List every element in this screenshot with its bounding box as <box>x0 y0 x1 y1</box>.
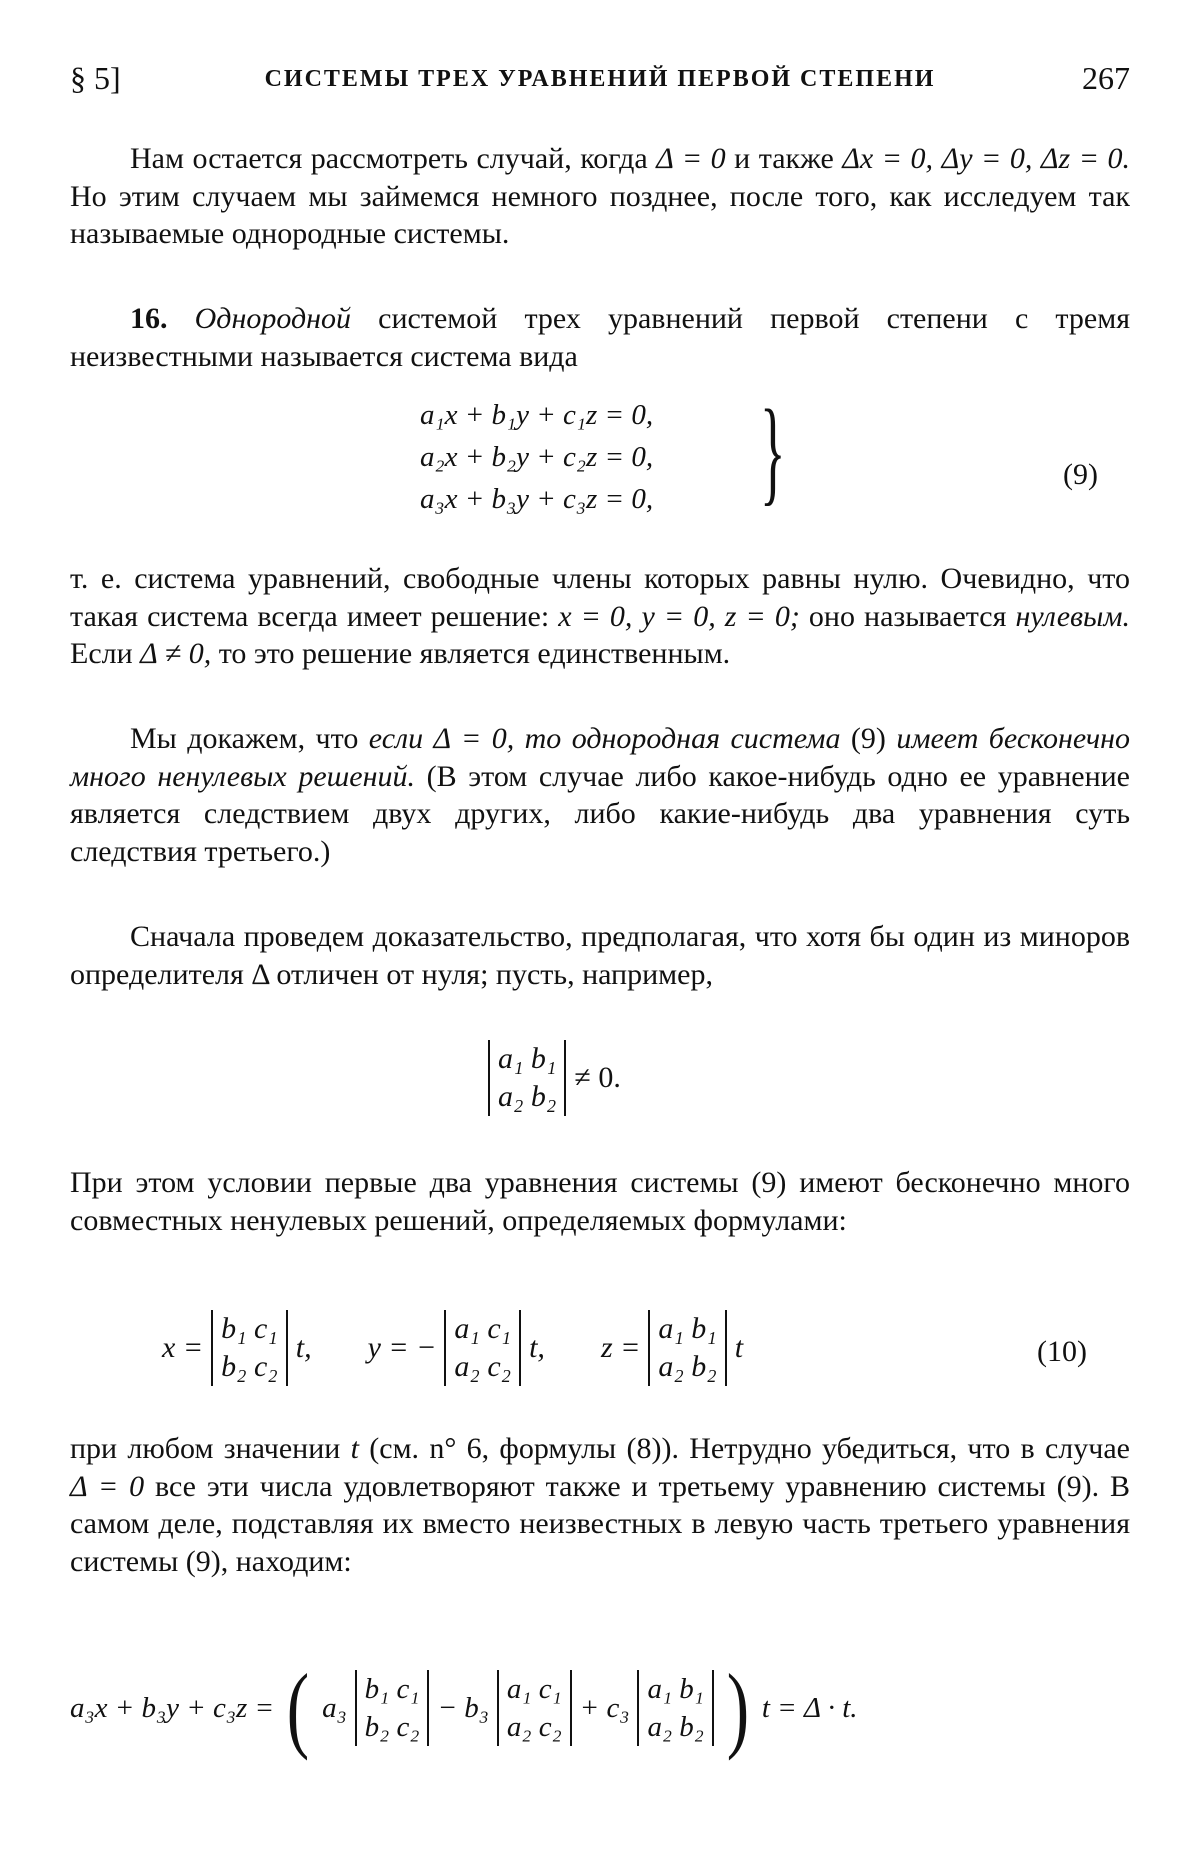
determinant: a₁ b₁ a₂ b₂ <box>488 1040 566 1116</box>
formula-10: x = b₁ c₁ b₂ c₂ t, y = − a₁ c₁ a₂ c₂ t, z = a₁ b₁ a₂ b₂ t <box>162 1310 743 1386</box>
item-number: 16. <box>130 302 168 335</box>
paragraph-1: Нам остается рассмотреть случай, когда Δ = 0 и также Δx = 0, Δy = 0, Δz = 0. Но этим случаем мы займемся немного позднее, после того, как исследуем так называемые однородные системы. <box>70 142 1130 250</box>
minor-determinant: a₁ b₁ a₂ b₂ ≠ 0. <box>488 1040 621 1116</box>
term-zero: нулевым. <box>1015 599 1130 633</box>
determinant: a₁ c₁ a₂ c₂ <box>444 1310 521 1386</box>
math-delta-xyz: Δx = 0, Δy = 0, Δz = 0. <box>842 142 1130 175</box>
math-delta-zero: Δ = 0 <box>656 142 726 175</box>
term-homogeneous: Однородной <box>167 302 352 335</box>
paragraph-3: т. е. система уравнений, свободные члены которых равны нулю. Очевидно, что такая система всегда имеет решение: x = 0, y = 0, z = 0; оно называется нулевым. Если Δ ≠ 0, то это решение является единственным. <box>70 562 1130 670</box>
equation-line: a₃x + b₃y + c₃z = 0, <box>420 483 654 515</box>
determinant: b₁ c₁ b₂ c₂ <box>355 1670 430 1746</box>
equation-line: a₁x + b₁y + c₁z = 0, <box>420 399 654 431</box>
paragraph-4: Мы докажем, что если Δ = 0, то однородная система (9) имеет бесконечно много ненулевых решений. (В этом случае либо какое-нибудь одно ее уравнение является следствием двух других, либо какие-нибудь два уравнения суть следствия третьего.) <box>70 722 1131 868</box>
right-brace: } <box>760 385 786 516</box>
paragraph-5: Сначала проведем доказательство, предполагая, что хотя бы один из миноров определителя Δ отличен от нуля; пусть, например, <box>70 920 1130 991</box>
final-formula: a₃x + b₃y + c₃z = ( a₃ b₁ c₁ b₂ c₂ − b₃ a₁ c₁ a₂ c₂ + c₃ a₁ b₁ a₂ b₂ ) t = Δ · t. <box>70 1654 858 1761</box>
determinant: a₁ b₁ a₂ b₂ <box>648 1310 726 1386</box>
running-header <box>70 60 1130 104</box>
equation-number-9: (9) <box>1063 458 1098 491</box>
paragraph-6: При этом условии первые два уравнения системы (9) имеют бесконечно много совместных ненулевых решений, определяемых формулами: <box>70 1166 1130 1237</box>
paragraph-2: 16. Однородной системой трех уравнений первой степени с тремя неизвестными называется система вида <box>70 302 1131 373</box>
equation-number-10: (10) <box>1037 1335 1087 1368</box>
section-number: § 5] <box>70 60 121 96</box>
running-title: СИСТЕМЫ ТРЕХ УРАВНЕНИЙ ПЕРВОЙ СТЕПЕНИ <box>264 66 936 92</box>
page-number: 267 <box>1082 60 1130 96</box>
paragraph-7: при любом значении t (см. n° 6, формулы (8)). Нетрудно убедиться, что в случае Δ = 0 все эти числа удовлетворяют также и третьему уравнению системы (9). В самом деле, подставляя их вместо неизвестных в левую часть третьего уравнения системы (9), находим: <box>70 1432 1131 1578</box>
equation-line: a₂x + b₂y + c₂z = 0, <box>420 441 654 473</box>
determinant: a₁ c₁ a₂ c₂ <box>497 1670 572 1746</box>
determinant: b₁ c₁ b₂ c₂ <box>211 1310 288 1386</box>
system-9 <box>420 394 653 520</box>
determinant: a₁ b₁ a₂ b₂ <box>637 1670 713 1746</box>
